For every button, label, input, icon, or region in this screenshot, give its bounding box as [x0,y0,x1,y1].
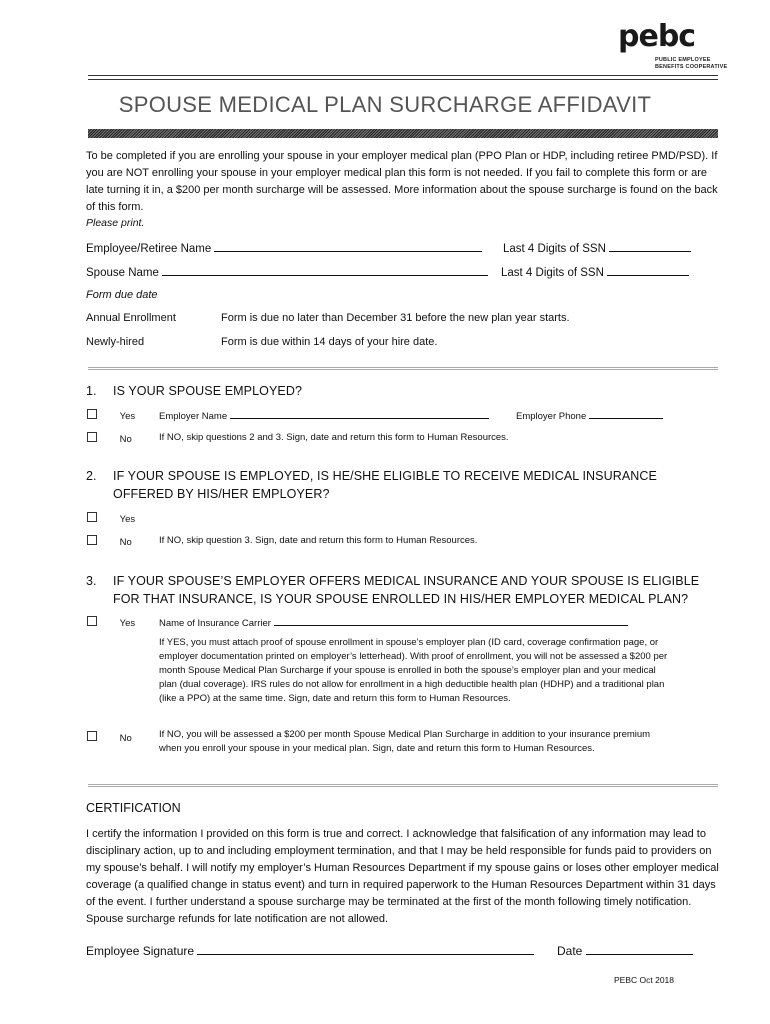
annual-enrollment-label: Annual Enrollment [86,312,176,324]
due-date-heading: Form due date [86,289,158,301]
ssn-field-2[interactable] [607,264,689,276]
date-field[interactable] [586,943,693,955]
question-2-heading [86,467,657,503]
q2-yes-checkbox[interactable] [87,512,97,522]
q1-yes-checkbox[interactable] [87,409,97,419]
certification-text: I certify the information I provided on this form is true and correct. I acknowledge that falsification of any information may lead to disciplinary action, up to and including employment termination, and that I may be held responsible for funds paid to providers on my spouse’s behalf. I will notify my employer’s Human Resources Department if my spouse gains or loses other employer medical coverage (a qualified change in status event) and turn in required paperwork to the Human Resources Department within 31 days of the event. I further understand a spouse surcharge may be terminated at the first of the month following timely notification. Spouse surcharge refunds for late notification are not allowed. [86,828,719,925]
top-rule [88,75,718,76]
title-underline-bar [88,129,718,138]
top-rule-2 [88,79,718,80]
logo-line-2: BENEFITS COOPERATIVE [655,64,728,70]
employer-phone-label: Employer Phone [516,411,587,422]
employer-name-label: Employer Name [159,411,228,422]
q1-yes-label: Yes [119,411,136,422]
form-version-footer: PEBC Oct 2018 [614,975,675,985]
q3-yes-label: Yes [119,618,136,629]
q3-no-checkbox[interactable] [87,731,97,741]
newly-hired-text: Form is due within 14 days of your hire date. [221,336,438,348]
please-print-note: Please print. [86,217,145,229]
q2-yes-row [87,512,135,525]
spouse-name-label: Spouse Name [86,267,159,279]
question-3-number: 3. [86,574,97,588]
employer-name-row [159,409,489,422]
employer-name-field[interactable] [230,409,489,419]
insurance-carrier-row [159,616,628,629]
question-1-heading [86,382,302,400]
form-title: SPOUSE MEDICAL PLAN SURCHARGE AFFIDAVIT [118,92,652,117]
employee-name-row [86,240,482,255]
question-2-text-line-1: IF YOUR SPOUSE IS EMPLOYED, IS HE/SHE ELIGIBLE TO RECEIVE MEDICAL INSURANCE [113,469,657,483]
q1-yes-row [87,409,135,422]
q2-no-label: No [119,537,132,548]
date-row [557,943,693,958]
spouse-name-field[interactable] [162,264,488,276]
intro-paragraph: To be completed if you are enrolling your spouse in your employer medical plan (PPO Plan or HDP, including retiree PMD/PSD). If you are NOT enrolling your spouse in your employer medical plan this form is not needed. If you fail to complete this form or are late turning it in, a $200 per month surcharge will be assessed. More information about the spouse surcharge is found on the back of this form. [86,150,718,213]
q2-no-row [87,535,132,548]
q1-no-checkbox[interactable] [87,432,97,442]
q2-yes-label: Yes [119,514,136,525]
ssn-row-2 [501,264,689,279]
logo-subtitle [655,57,727,71]
q3-yes-checkbox[interactable] [87,616,97,626]
pebc-logo: pebc [618,19,696,54]
ssn-field-1[interactable] [609,240,691,252]
employer-phone-field[interactable] [589,409,663,419]
signature-row [86,943,534,958]
q3-no-row [87,731,132,744]
employer-phone-row [516,409,663,422]
logo-line-1: PUBLIC EMPLOYEE [655,57,711,63]
ssn-label-1: Last 4 Digits of SSN [503,243,606,255]
q1-no-row [87,432,132,445]
q1-no-text: If NO, skip questions 2 and 3. Sign, date and return this form to Human Resources. [159,432,509,443]
employee-name-label: Employee/Retiree Name [86,243,212,255]
employee-name-field[interactable] [214,240,482,252]
q2-no-checkbox[interactable] [87,535,97,545]
question-1-number: 1. [86,384,97,398]
question-3-text-line-2: FOR THAT INSURANCE, IS YOUR SPOUSE ENROLLED IN HIS/HER EMPLOYER MEDICAL PLAN? [113,592,689,606]
question-3-heading [86,572,699,608]
signature-field[interactable] [197,943,534,955]
question-2-number: 2. [86,469,97,483]
ssn-row-1 [503,240,691,255]
insurance-carrier-label: Name of Insurance Carrier [159,618,271,629]
question-3-text-line-1: IF YOUR SPOUSE’S EMPLOYER OFFERS MEDICAL INSURANCE AND YOUR SPOUSE IS ELIGIBLE [113,574,700,588]
q2-no-text: If NO, skip question 3. Sign, date and return this form to Human Resources. [159,535,478,546]
annual-enrollment-text: Form is due no later than December 31 before the new plan year starts. [221,312,570,324]
q3-no-text: If NO, you will be assessed a $200 per month Spouse Medical Plan Surcharge in addition to your insurance premium when you enroll your spouse in your medical plan. Sign, date and return this form to Human Resources. [159,729,651,754]
spouse-name-row [86,264,488,279]
q3-yes-text: If YES, you must attach proof of spouse enrollment in spouse’s employer plan (ID card, coverage confirmation page, or employer documentation printed on employer’s letterhead). With proof of enrollment, you will not be assessed a $200 per month Spouse Medical Plan Surcharge if your spouse is enrolled in both the spouse’s employer plan and your medical plan (dual coverage). IRS rules do not allow for enrollment in a high deductible health plan (HDHP) and a traditional plan (like a PPO) at the same time. Sign, date and return this form to Human Resources. [159,637,668,704]
q1-no-label: No [119,434,132,445]
section-divider [88,367,718,370]
signature-label: Employee Signature [86,944,195,958]
q3-yes-row [87,616,135,629]
insurance-carrier-field[interactable] [274,616,628,626]
q3-no-label: No [119,733,132,744]
certification-divider [88,784,718,787]
date-label: Date [557,944,583,958]
question-2-text-line-2: OFFERED BY HIS/HER EMPLOYER? [113,487,330,501]
newly-hired-label: Newly-hired [86,336,145,348]
ssn-label-2: Last 4 Digits of SSN [501,267,604,279]
certification-heading: CERTIFICATION [86,801,181,815]
question-1-text: IS YOUR SPOUSE EMPLOYED? [113,384,303,398]
